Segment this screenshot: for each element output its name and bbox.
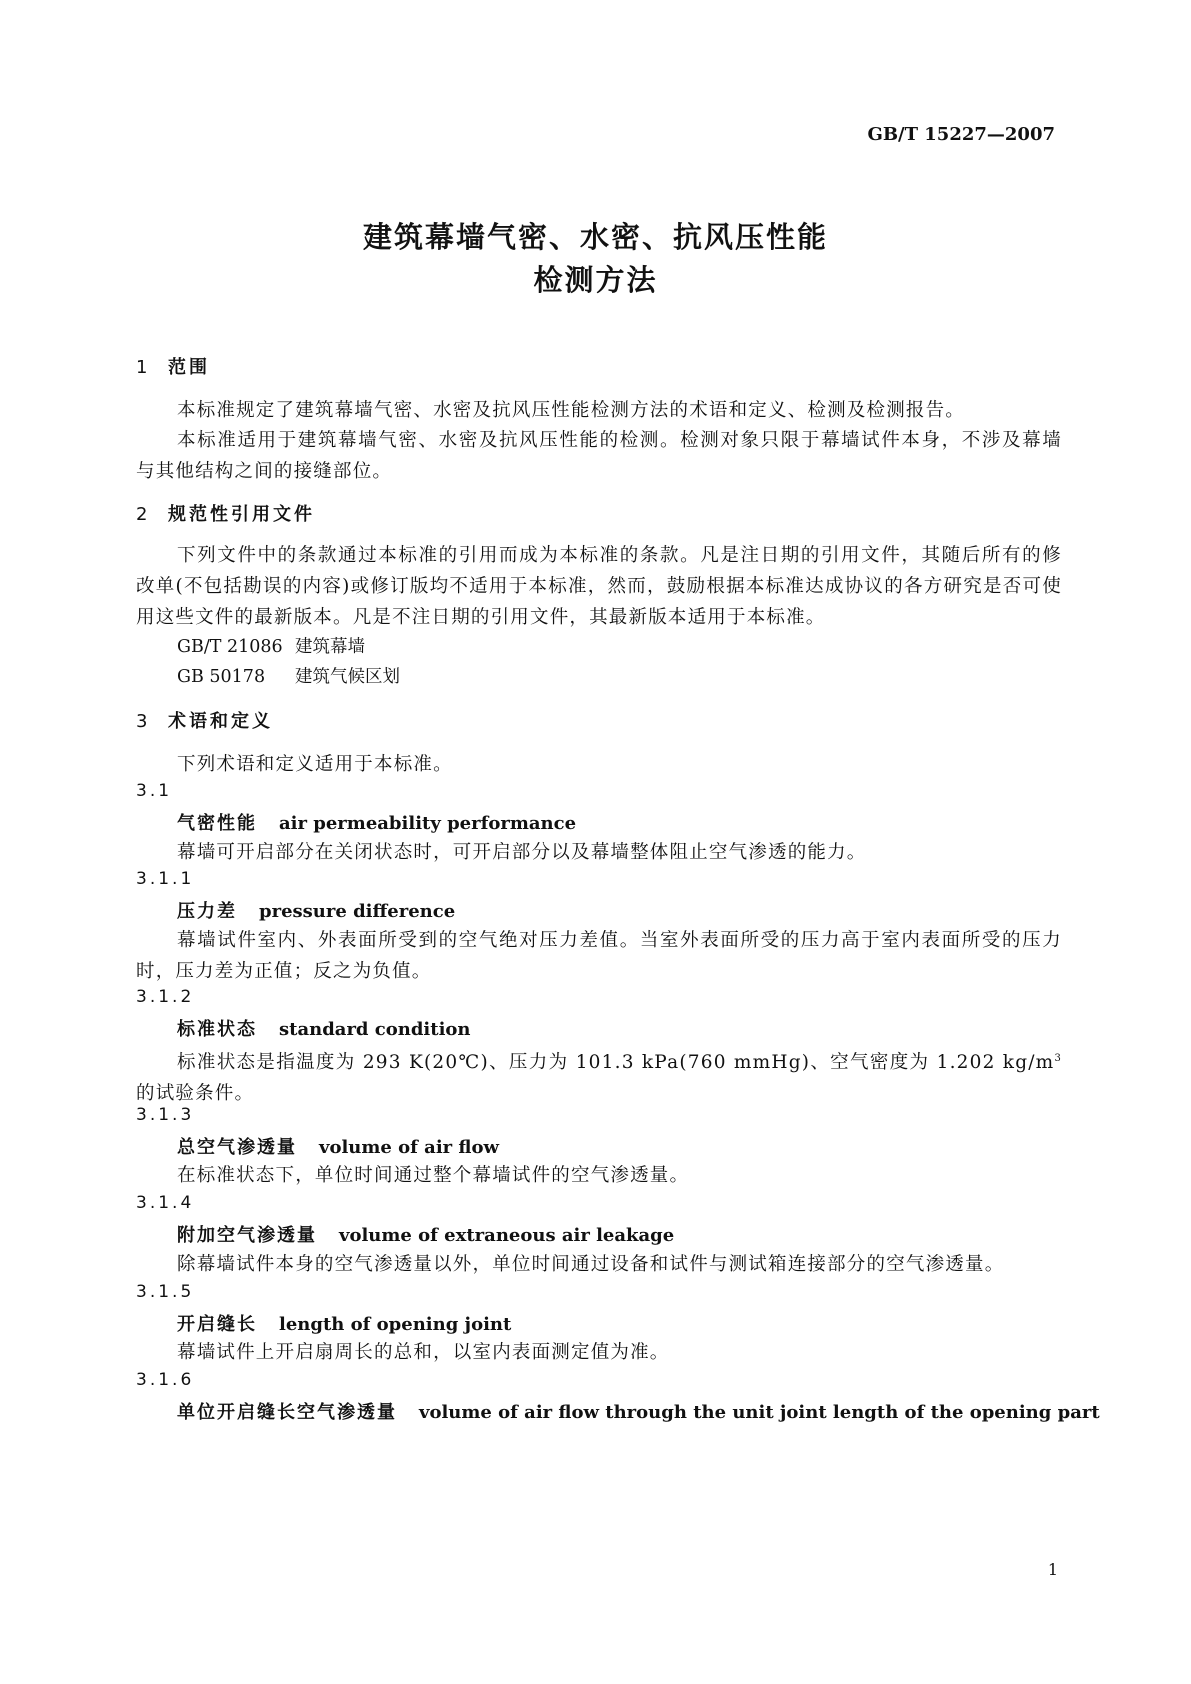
term-zh: 开启缝长 xyxy=(177,1314,257,1335)
term-en: pressure difference xyxy=(259,901,456,922)
section-number: 1 xyxy=(136,357,148,378)
section-title: 范围 xyxy=(168,357,210,378)
section-title: 规范性引用文件 xyxy=(168,504,315,525)
term-zh: 总空气渗透量 xyxy=(177,1137,297,1158)
term-heading xyxy=(177,1310,511,1336)
term-heading xyxy=(177,1221,674,1247)
term-definition: 幕墙试件上开启扇周长的总和，以室内表面测定值为准。 xyxy=(177,1342,670,1363)
term-number: 3.1 xyxy=(136,781,173,801)
term-number: 3.1.2 xyxy=(136,987,195,1007)
reference-item xyxy=(177,663,400,688)
document-title-line2: 检测方法 xyxy=(533,263,658,297)
reference-code: GB 50178 xyxy=(177,667,266,687)
term-heading xyxy=(177,1133,499,1159)
term-zh: 附加空气渗透量 xyxy=(177,1225,317,1246)
section-number: 3 xyxy=(136,711,148,732)
term-definition: 除幕墙试件本身的空气渗透量以外，单位时间通过设备和试件与测试箱连接部分的空气渗透量。 xyxy=(177,1254,1005,1275)
paragraph: 下列术语和定义适用于本标准。 xyxy=(177,754,453,775)
term-en: air permeability performance xyxy=(279,813,577,834)
term-heading xyxy=(177,1398,1100,1424)
term-en: standard condition xyxy=(279,1019,471,1040)
reference-code: GB/T 21086 xyxy=(177,637,283,657)
term-en: volume of air flow through the unit joint length of the opening part xyxy=(419,1402,1100,1423)
definition-text: 的试验条件。 xyxy=(136,1083,255,1105)
page-number: 1 xyxy=(1047,1560,1058,1579)
term-definition: 在标准状态下，单位时间通过整个幕墙试件的空气渗透量。 xyxy=(177,1165,690,1186)
term-en: volume of air flow xyxy=(319,1137,500,1158)
term-number: 3.1.1 xyxy=(136,869,195,889)
term-definition xyxy=(136,1043,1062,1109)
term-number: 3.1.3 xyxy=(136,1105,195,1125)
section-heading-3 xyxy=(136,707,273,733)
reference-item xyxy=(177,633,365,658)
term-number: 3.1.4 xyxy=(136,1193,195,1213)
paragraph: 本标准适用于建筑幕墙气密、水密及抗风压性能的检测。检测对象只限于幕墙试件本身，不涉及幕墙与其他结构之间的接缝部位。 xyxy=(136,430,1062,482)
reference-name: 建筑气候区划 xyxy=(295,667,400,687)
term-zh: 压力差 xyxy=(177,901,237,922)
term-definition: 幕墙试件室内、外表面所受到的空气绝对压力差值。当室外表面所受的压力高于室内表面所受的压力时，压力差为正值；反之为负值。 xyxy=(136,930,1062,982)
paragraph: 本标准规定了建筑幕墙气密、水密及抗风压性能检测方法的术语和定义、检测及检测报告。 xyxy=(177,400,966,421)
superscript: 3 xyxy=(1054,1053,1062,1064)
term-heading xyxy=(177,1015,471,1041)
term-number: 3.1.5 xyxy=(136,1282,195,1302)
document-title-line1: 建筑幕墙气密、水密、抗风压性能 xyxy=(362,220,828,254)
term-zh: 气密性能 xyxy=(177,813,257,834)
term-heading xyxy=(177,897,455,923)
reference-name: 建筑幕墙 xyxy=(295,637,365,657)
section-title: 术语和定义 xyxy=(168,711,273,732)
term-heading xyxy=(177,809,576,835)
section-number: 2 xyxy=(136,504,148,525)
paragraph: 下列文件中的条款通过本标准的引用而成为本标准的条款。凡是注日期的引用文件，其随后所有的修改单(不包括勘误的内容)或修订版均不适用于本标准，然而，鼓励根据本标准达成协议的各方研究是否可使用这些文件的最新版本。凡是不注日期的引用文件，其最新版本适用于本标准。 xyxy=(136,545,1062,628)
term-number: 3.1.6 xyxy=(136,1370,195,1390)
section-heading-2 xyxy=(136,500,315,526)
section-heading-1 xyxy=(136,353,210,379)
term-en: length of opening joint xyxy=(279,1314,512,1335)
definition-text: 标准状态是指温度为 293 K(20℃)、压力为 101.3 kPa(760 mmHg)、空气密度为 1.202 kg/m xyxy=(177,1052,1055,1074)
term-zh: 标准状态 xyxy=(177,1019,257,1040)
term-definition: 幕墙可开启部分在关闭状态时，可开启部分以及幕墙整体阻止空气渗透的能力。 xyxy=(177,842,867,863)
standard-code: GB/T 15227—2007 xyxy=(867,124,1055,145)
term-en: volume of extraneous air leakage xyxy=(339,1225,675,1246)
term-zh: 单位开启缝长空气渗透量 xyxy=(177,1402,397,1423)
